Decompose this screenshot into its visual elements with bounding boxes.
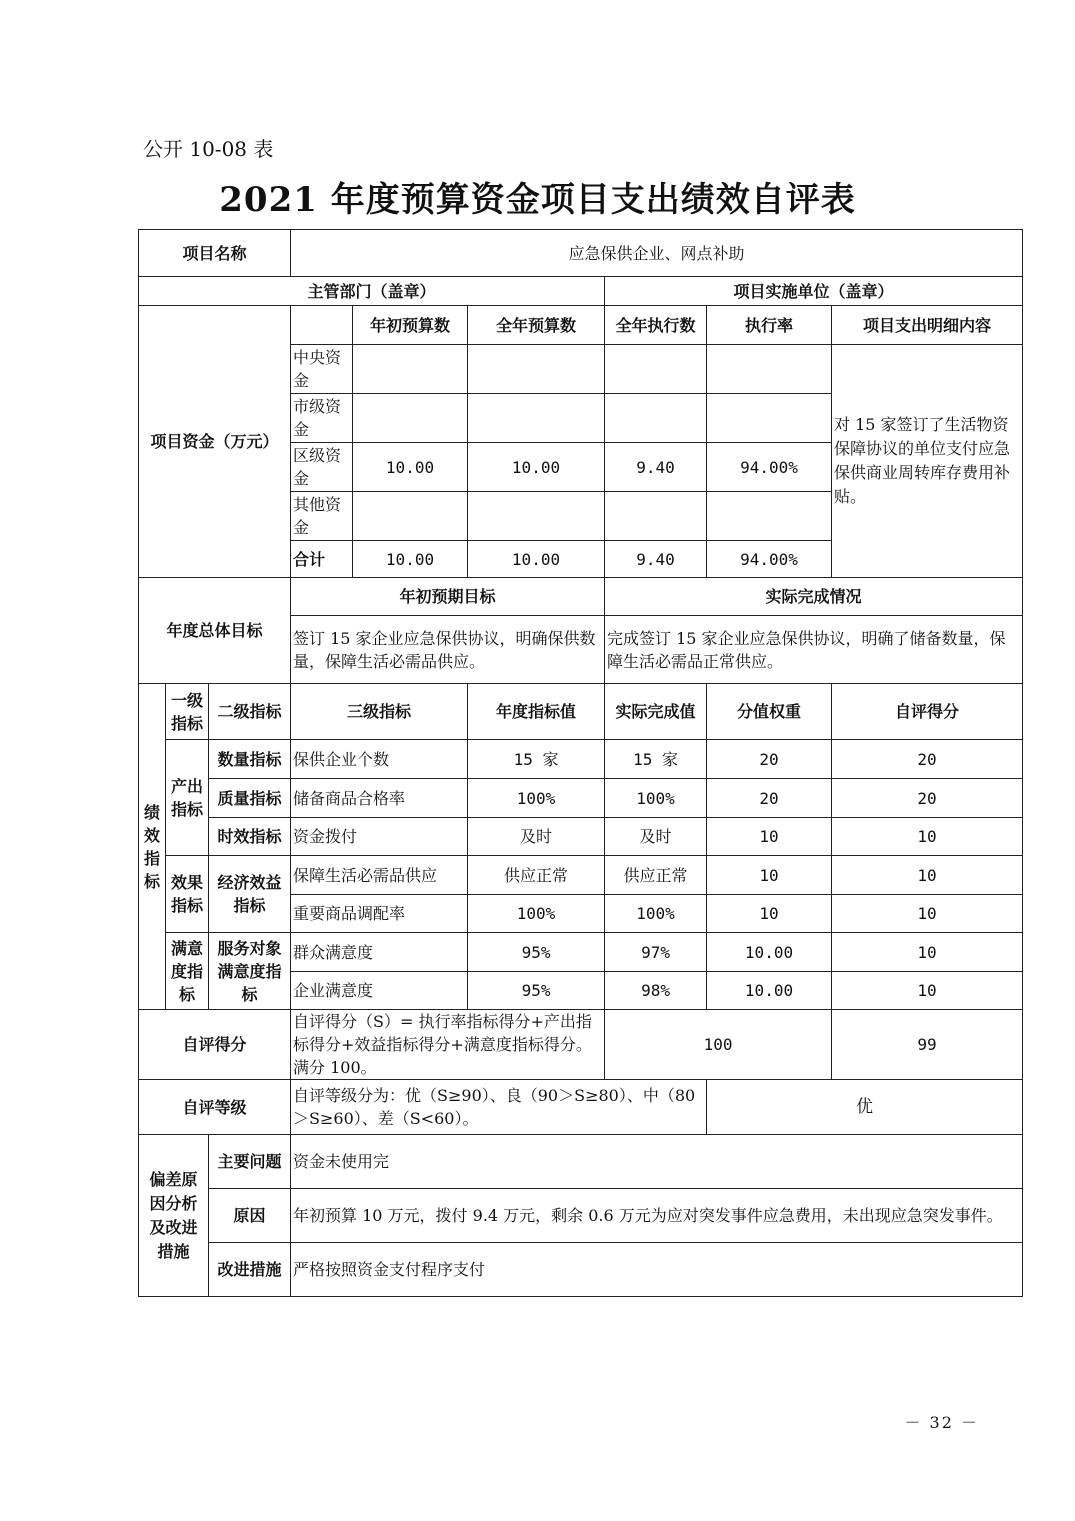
funds-header-blank — [291, 306, 353, 345]
fund-executed: 9.40 — [605, 443, 707, 492]
actual-cell: 100% — [605, 779, 707, 818]
self-score-total: 99 — [832, 1010, 1023, 1080]
hdr-level1: 一级指标 — [166, 684, 209, 740]
fund-total-annual: 10.00 — [468, 541, 605, 578]
goals-label: 年度总体目标 — [139, 578, 291, 684]
self-evaluation-table — [138, 229, 1023, 1297]
reason-label: 原因 — [209, 1189, 291, 1243]
satisfaction-indicator-label: 满意度指标 — [166, 933, 209, 1010]
level2-cell: 数量指标 — [209, 740, 291, 779]
funds-label: 项目资金（万元） — [139, 306, 291, 578]
fund-detail: 对 15 家签订了生活物资保障协议的单位支付应急保供商业周转库存费用补贴。 — [832, 345, 1023, 578]
target-cell: 100% — [468, 895, 605, 933]
hdr-level3: 三级指标 — [291, 684, 468, 740]
problem-label: 主要问题 — [209, 1135, 291, 1189]
reason-text: 年初预算 10 万元，拨付 9.4 万元，剩余 0.6 万元为应对突发事件应急费用，未出现应急突发事件。 — [291, 1189, 1023, 1243]
self-grade-rule: 自评等级分为：优（S≥90）、良（90＞S≥80）、中（80＞S≥60）、差（S<60）。 — [291, 1080, 707, 1135]
fund-rate — [707, 394, 832, 443]
goals-expected-text: 签订 15 家企业应急保供协议，明确保供数量，保障生活必需品供应。 — [291, 616, 605, 684]
weight-cell: 10.00 — [707, 933, 832, 972]
impl-unit-label: 项目实施单位（盖章） — [605, 277, 1023, 306]
dept-label: 主管部门（盖章） — [139, 277, 605, 306]
score-cell: 20 — [832, 740, 1023, 779]
actual-cell: 97% — [605, 933, 707, 972]
fund-rate: 94.00% — [707, 443, 832, 492]
fund-executed — [605, 394, 707, 443]
target-cell: 供应正常 — [468, 856, 605, 895]
score-cell: 10 — [832, 933, 1023, 972]
fund-executed — [605, 345, 707, 394]
level2-cell: 经济效益指标 — [209, 856, 291, 933]
weight-cell: 10 — [707, 818, 832, 856]
target-cell: 95% — [468, 972, 605, 1010]
level3-cell: 资金拨付 — [291, 818, 468, 856]
level3-cell: 企业满意度 — [291, 972, 468, 1010]
level2-cell: 质量指标 — [209, 779, 291, 818]
fund-total-label: 合计 — [291, 541, 353, 578]
fund-annual: 10.00 — [468, 443, 605, 492]
level3-cell: 储备商品合格率 — [291, 779, 468, 818]
weight-cell: 10 — [707, 856, 832, 895]
self-score-weight: 100 — [605, 1010, 832, 1080]
score-cell: 10 — [832, 818, 1023, 856]
problem-text: 资金未使用完 — [291, 1135, 1023, 1189]
fund-total-initial: 10.00 — [353, 541, 468, 578]
hdr-target: 年度指标值 — [468, 684, 605, 740]
form-code: 公开 10-08 表 — [143, 137, 274, 161]
fund-source: 其他资金 — [291, 492, 353, 541]
score-cell: 20 — [832, 779, 1023, 818]
actual-cell: 100% — [605, 895, 707, 933]
col-executed: 全年执行数 — [605, 306, 707, 345]
page-number: － 32 － — [904, 1413, 979, 1432]
measure-label: 改进措施 — [209, 1243, 291, 1297]
col-exec-rate: 执行率 — [707, 306, 832, 345]
level2-cell: 时效指标 — [209, 818, 291, 856]
fund-source: 区级资金 — [291, 443, 353, 492]
fund-rate — [707, 492, 832, 541]
hdr-score: 自评得分 — [832, 684, 1023, 740]
goals-expected-label: 年初预期目标 — [291, 578, 605, 616]
goals-actual-text: 完成签订 15 家企业应急保供协议，明确了储备数量，保障生活必需品正常供应。 — [605, 616, 1023, 684]
col-annual-budget: 全年预算数 — [468, 306, 605, 345]
fund-source: 中央资金 — [291, 345, 353, 394]
self-score-formula: 自评得分（S）= 执行率指标得分+产出指标得分+效益指标得分+满意度指标得分。满分 100。 — [291, 1010, 605, 1080]
weight-cell: 20 — [707, 740, 832, 779]
score-cell: 10 — [832, 895, 1023, 933]
score-cell: 10 — [832, 856, 1023, 895]
col-initial-budget: 年初预算数 — [353, 306, 468, 345]
fund-executed — [605, 492, 707, 541]
target-cell: 15 家 — [468, 740, 605, 779]
fund-source: 市级资金 — [291, 394, 353, 443]
target-cell: 95% — [468, 933, 605, 972]
weight-cell: 10.00 — [707, 972, 832, 1010]
project-name-value: 应急保供企业、网点补助 — [291, 230, 1023, 277]
hdr-actual: 实际完成值 — [605, 684, 707, 740]
fund-total-rate: 94.00% — [707, 541, 832, 578]
fund-total-executed: 9.40 — [605, 541, 707, 578]
fund-initial — [353, 394, 468, 443]
fund-annual — [468, 492, 605, 541]
actual-cell: 98% — [605, 972, 707, 1010]
effect-indicator-label: 效果指标 — [166, 856, 209, 933]
indicators-group-label: 绩效指标 — [139, 684, 166, 1010]
level3-cell: 保供企业个数 — [291, 740, 468, 779]
measure-text: 严格按照资金支付程序支付 — [291, 1243, 1023, 1297]
fund-initial — [353, 345, 468, 394]
weight-cell: 20 — [707, 779, 832, 818]
deviation-label: 偏差原因分析及改进措施 — [139, 1135, 209, 1297]
self-grade-label: 自评等级 — [139, 1080, 291, 1135]
hdr-weight: 分值权重 — [707, 684, 832, 740]
fund-initial — [353, 492, 468, 541]
output-indicator-label: 产出指标 — [166, 740, 209, 856]
target-cell: 100% — [468, 779, 605, 818]
self-grade-value: 优 — [707, 1080, 1023, 1135]
fund-rate — [707, 345, 832, 394]
document-title: 2021 年度预算资金项目支出绩效自评表 — [219, 180, 856, 220]
level3-cell: 保障生活必需品供应 — [291, 856, 468, 895]
actual-cell: 及时 — [605, 818, 707, 856]
level2-cell: 服务对象满意度指标 — [209, 933, 291, 1010]
fund-initial: 10.00 — [353, 443, 468, 492]
fund-annual — [468, 394, 605, 443]
self-score-label: 自评得分 — [139, 1010, 291, 1080]
goals-actual-label: 实际完成情况 — [605, 578, 1023, 616]
hdr-level2: 二级指标 — [209, 684, 291, 740]
col-detail: 项目支出明细内容 — [832, 306, 1023, 345]
target-cell: 及时 — [468, 818, 605, 856]
actual-cell: 15 家 — [605, 740, 707, 779]
actual-cell: 供应正常 — [605, 856, 707, 895]
level3-cell: 重要商品调配率 — [291, 895, 468, 933]
score-cell: 10 — [832, 972, 1023, 1010]
weight-cell: 10 — [707, 895, 832, 933]
project-name-label: 项目名称 — [139, 230, 291, 277]
level3-cell: 群众满意度 — [291, 933, 468, 972]
fund-annual — [468, 345, 605, 394]
